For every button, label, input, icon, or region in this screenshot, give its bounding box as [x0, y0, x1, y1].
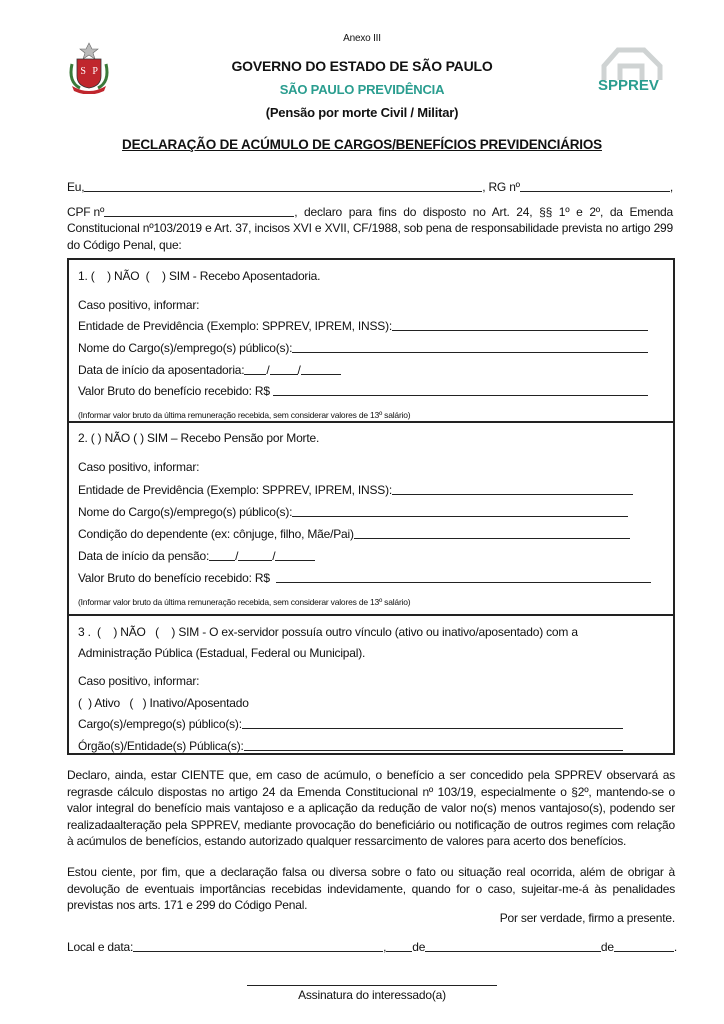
intro-text: Constitucional nº103/2019 e Art. 37, incisos XVI e XVII, CF/1988, sob pena de responsabilidade prevista no artigo 299 do Código Penal, que:: [67, 221, 673, 252]
valor-label: Valor Bruto do benefício recebido: R$: [78, 384, 270, 398]
year-field[interactable]: [614, 940, 674, 952]
comma: ,: [669, 180, 673, 194]
rg-field[interactable]: [520, 180, 670, 192]
cargo-label: Cargo(s)/emprego(s) público(s):: [78, 717, 242, 731]
spprev-logo-text: SPPREV: [598, 77, 659, 94]
eu-label: Eu,: [67, 180, 85, 194]
signature-label: Assinatura do interessado(a): [298, 988, 446, 1002]
month-field[interactable]: [238, 549, 272, 561]
day-field[interactable]: [244, 363, 266, 375]
other-link-question-cont: Administração Pública (Estadual, Federal ou Municipal).: [78, 646, 366, 660]
de-label: de: [600, 940, 614, 954]
entidade-field[interactable]: [392, 319, 648, 331]
other-link-question[interactable]: 3 . ( ) NÃO ( ) SIM - O ex-servidor possuía outro vínculo (ativo ou inativo/aposentado) com a: [78, 625, 578, 639]
local-field[interactable]: [133, 940, 383, 952]
valor-field[interactable]: [273, 384, 648, 396]
government-heading: GOVERNO DO ESTADO DE SÃO PAULO: [231, 58, 493, 74]
name-field[interactable]: [84, 180, 482, 192]
section-divider: [69, 421, 673, 423]
comma: ,: [383, 940, 387, 954]
day-field[interactable]: [386, 940, 412, 952]
declaration-paragraph-2: Estou ciente, por fim, que a declaração falsa ou diversa sobre o fato ou situação real ocorrida, além de obrigar à devolução de eventuais importâncias recebidas indevidamente, quando for o caso, sujeitar-me-á às penalidades previstas nos arts. 171 e 299 do Código Penal.: [67, 865, 675, 912]
period: .: [673, 940, 677, 954]
caso-label: Caso positivo, informar:: [78, 460, 200, 474]
declaro-text: , declaro para fins do disposto no Art. 24, §§ 1º e 2º, da Emenda: [294, 205, 673, 219]
data-label: Data de início da aposentadoria:: [78, 363, 245, 377]
cargo-field[interactable]: [292, 505, 628, 517]
pension-question[interactable]: 2. ( ) NÃO ( ) SIM – Recebo Pensão por Morte.: [78, 431, 320, 445]
annex-label: Anexo III: [343, 33, 381, 44]
cargo-label: Nome do Cargo(s)/emprego(s) público(s):: [78, 505, 293, 519]
retirement-question[interactable]: 1. ( ) NÃO ( ) SIM - Recebo Aposentadoria.: [78, 269, 321, 283]
condicao-label: Condição do dependente (ex: cônjuge, filho, Mãe/Pai): [78, 527, 354, 541]
orgao-label: Órgão(s)/Entidade(s) Pública(s):: [78, 739, 244, 753]
declaration-box: 1. ( ) NÃO ( ) SIM - Recebo Aposentadoria. Caso positivo, informar: Entidade de Previdência (Exemplo: SPPREV, IPREM, INSS): Nome do Cargo(s)/emprego(s) público(s): Data de início da aposentadoria: / / Valor Bruto do benefício recebido: R$ (Informar valor bruto da última remuneração recebida, sem considerar valores de 13º salário) 2. ( ) NÃO ( ) SIM – Recebo Pensão por Morte. Caso positivo, informar: Entidade de Previdência (Exemplo: SPPREV, IPREM, INSS): Nome do Cargo(s)/emprego(s) público(s): Condição do dependente (ex: cônjuge, filho, Mãe/Pai) Data de início da pensão: / / Valor Bruto do benefício recebido: R$ (Informar valor bruto da última remuneração recebida, sem considerar valores de 13º salário) 3 . ( ) NÃO ( ) SIM - O ex-servidor possuía outro vínculo (ativo ou inativo/aposentado) com a Administração Pública (Estadual, Federal ou Municipal). Caso positivo, informar: ( ) Ativo ( ) Inativo/Aposentado Cargo(s)/emprego(s) público(s): Órgão(s)/Entidade(s) Pública(s):: [67, 258, 675, 755]
cargo-field[interactable]: [292, 341, 648, 353]
verdade-text: Por ser verdade, firmo a presente.: [499, 911, 675, 925]
valor-note: (Informar valor bruto da última remuneração recebida, sem considerar valores de 13º salário): [78, 597, 411, 607]
svg-text:P: P: [92, 66, 98, 77]
signature-line[interactable]: [247, 985, 497, 986]
data-label: Data de início da pensão:: [78, 549, 210, 563]
cpf-label: CPF nº: [67, 205, 105, 219]
agency-heading: SÃO PAULO PREVIDÊNCIA: [279, 82, 445, 97]
caso-label: Caso positivo, informar:: [78, 298, 200, 312]
valor-field[interactable]: [276, 571, 651, 583]
entidade-label: Entidade de Previdência (Exemplo: SPPREV, IPREM, INSS):: [78, 319, 393, 333]
month-field[interactable]: [425, 940, 601, 952]
condicao-field[interactable]: [354, 527, 630, 539]
de-label: de: [412, 940, 426, 954]
orgao-field[interactable]: [244, 739, 623, 751]
day-field[interactable]: [209, 549, 235, 561]
section-divider: [69, 614, 673, 616]
year-field[interactable]: [275, 549, 315, 561]
entidade-field[interactable]: [392, 483, 633, 495]
rg-label: , RG nº: [482, 180, 520, 194]
name-rg-line: [67, 180, 673, 194]
valor-label: Valor Bruto do benefício recebido: R$: [78, 571, 270, 585]
local-date-line: [67, 940, 677, 954]
year-field[interactable]: [301, 363, 341, 375]
valor-note: (Informar valor bruto da última remuneração recebida, sem considerar valores de 13º salário): [78, 410, 411, 420]
cpf-field[interactable]: [104, 205, 294, 217]
cargo-label: Nome do Cargo(s)/emprego(s) público(s):: [78, 341, 293, 355]
form-title: DECLARAÇÃO DE ACÚMULO DE CARGOS/BENEFÍCIOS PREVIDENCIÁRIOS: [122, 137, 602, 152]
status-options[interactable]: ( ) Ativo ( ) Inativo/Aposentado: [78, 696, 249, 710]
svg-text:S: S: [80, 66, 86, 77]
month-field[interactable]: [270, 363, 298, 375]
form-subtitle: (Pensão por morte Civil / Militar): [265, 105, 459, 120]
cargo-field[interactable]: [242, 717, 623, 729]
local-label: Local e data:: [67, 940, 134, 954]
caso-label: Caso positivo, informar:: [78, 674, 200, 688]
entidade-label: Entidade de Previdência (Exemplo: SPPREV, IPREM, INSS):: [78, 483, 393, 497]
cpf-line: [67, 205, 673, 219]
declaration-paragraph: Declaro, ainda, estar CIENTE que, em caso de acúmulo, o benefício a ser concedido pela SPPREV observará as regrasde cálculo dispostas no artigo 24 da Emenda Constitucional nº 103/19, especialmente o §2º, mantendo-se o valor integral do benefício mais vantajoso e a aplicação da redução de valor no(s) menos vantajoso(s), podendo ser realizadaalteração pela SPPREV, mediante provocação do beneficiário ou notificação de outros regimes com relação à acúmulos de benefícios, estando autorizado qualquer ressarcimento de valores para acerto dos benefícios.: [67, 768, 675, 848]
